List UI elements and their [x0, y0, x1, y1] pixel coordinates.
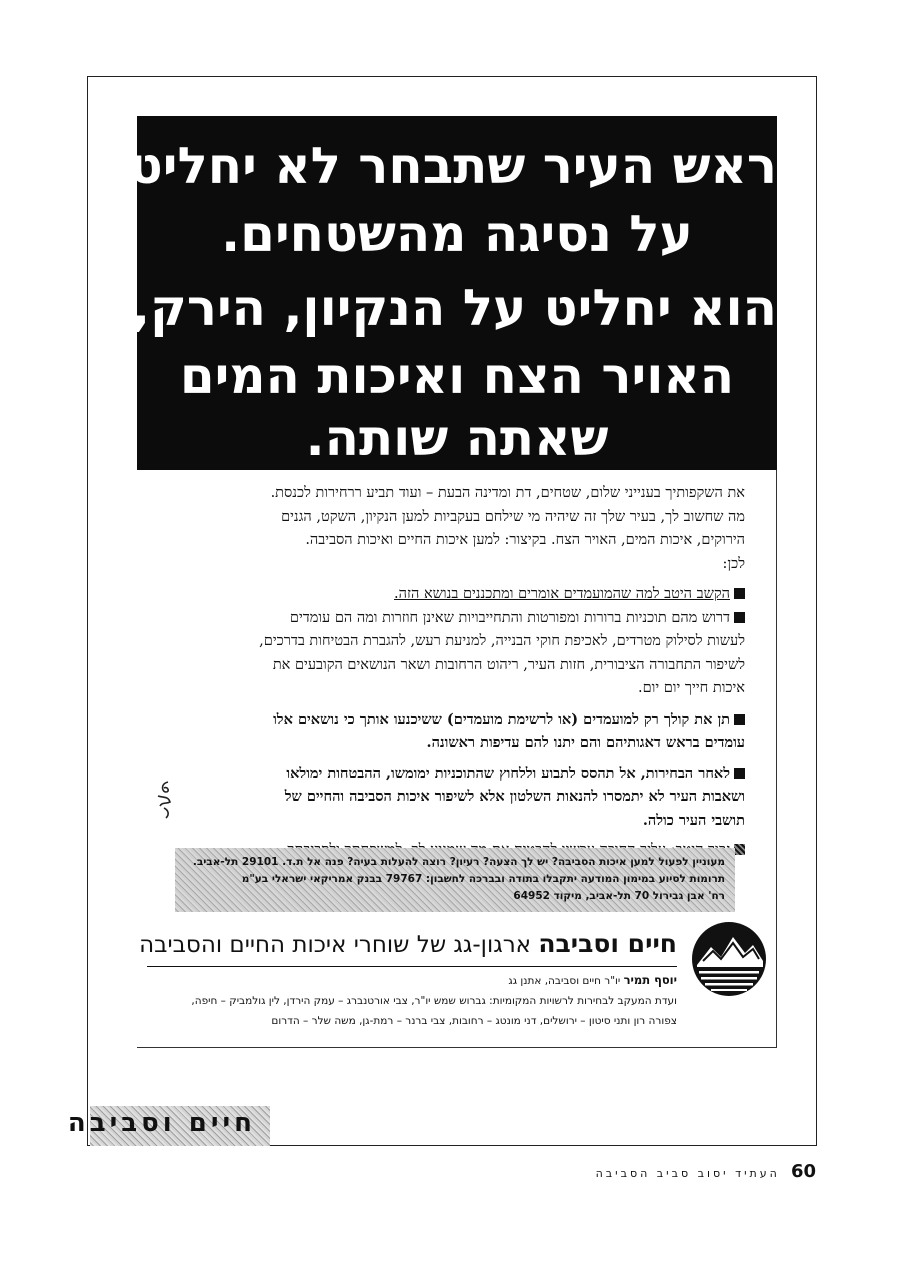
organization-title: חיים וסביבה ארגון-גג של שוחרי איכות החיים והסביבה [139, 929, 677, 958]
bullet-item-vote: תן את קולך רק למועמדים (או לרשימת מועמדים) ששיכנעו אותך כי נושאים אלו [167, 708, 745, 732]
committee-line-1: ועדת המעקב לבחירות לרשויות המקומיות: גברוש שמש יו"ר, צבי אורטנברג – עמק הירדן, לין גולמביק – חיפה, [191, 995, 677, 1007]
bullet-continuation: איכות חייך יום יום. [637, 680, 745, 696]
committee-line-2: צפורה רון ותני סיטון – ירושלים, דני מונטג – רחובות, צבי ברנר – רמת-גן, משה שלר – הדרום [271, 1015, 677, 1027]
donation-line: מעוניין לפעול למען איכות הסביבה? יש לך הצעה? רעיון? רוצה להעלות בעיה? פנה אל ת.ד. 29101 תל-אביב. [192, 856, 725, 868]
footer-logo: חיים וסביבה [90, 1106, 270, 1146]
bullet-item-listen: הקשב היטב למה שהמועמדים אומרים ומתכננים בנושא הזה. [167, 583, 745, 607]
square-bullet-icon [734, 714, 745, 725]
donation-box [175, 848, 735, 912]
bullet-continuation: ושאבות העיר לא יתמסרו להנאות השלטון אלא לשיפור איכות הסביבה והחיים של [284, 788, 745, 805]
handwritten-signature-icon [150, 778, 178, 820]
bullet-continuation: לעשות לסילוק מטרדים, לאכיפת חוקי הבנייה, למניעת רעש, להגברת הבטיחות בדרכים, [259, 633, 745, 649]
intro-line: הירוקים, איכות המים, האויר הצח. בקיצור: למען איכות החיים ואיכות הסביבה. [305, 532, 745, 548]
page-footer [596, 1161, 816, 1182]
headline-line-4: האויר הצח ואיכות המים [179, 347, 735, 405]
advertisement [128, 116, 777, 1048]
intro-line: מה שחשוב לך, בעיר שלך זה שיהיה מי שילחם בעקביות למען הנקיון, השקט, הגנים [281, 508, 745, 525]
square-bullet-icon [734, 844, 745, 855]
divider [147, 966, 677, 967]
square-bullet-icon [734, 612, 745, 623]
mountain-sun-logo-icon [691, 921, 767, 997]
bullet-item-after-elections: לאחר הבחירות, אל תהסס לתבוע וללחוץ שהתוכניות ימומשו, ההבטחות ימולאו [167, 762, 745, 786]
square-bullet-icon [734, 768, 745, 779]
headline-line-1: ראש העיר שתבחר לא יחליט [128, 137, 777, 195]
headline-line-5: שאתה שותה. [305, 409, 609, 467]
organization-block [139, 921, 767, 1036]
body-text [167, 482, 745, 863]
bullet-continuation: לשיפור התחבורה הציבורית, חזות העיר, ריהוט הרחובות ושאר הנושאים הקובעים את [272, 656, 745, 673]
donation-line: רח' אבן גבירול 70 תל-אביב, מיקוד 64952 [513, 890, 725, 902]
headline-line-2: על נסיגה מהשטחים. [221, 205, 693, 263]
intro-line: את השקפותיך בענייני שלום, שטחים, דת ומדינה הבעת – ועוד תביע ררחירות לכנסת. [270, 485, 745, 501]
bullet-continuation: עומדים בראש דאגותיהם והם יתנו להם עדיפות ראשונה. [426, 734, 745, 751]
bullet-continuation: תושבי העיר כולה. [642, 811, 745, 829]
page-number: 60 [790, 1161, 816, 1182]
headline-block [128, 116, 777, 470]
donation-line: תרומות לסיוע במימון המודעה יתקבלו בתודה ובברכה לחשבון: 79767 בבנק אמריקאי ישראלי בע"מ [241, 873, 725, 885]
square-bullet-icon [734, 588, 745, 599]
lachen-label: לכן: [722, 555, 745, 572]
bullet-item-demand: דרוש מהם תוכניות ברורות ומפורטות והתחייבויות שאינן חוזרות ומה הם עומדים [167, 607, 745, 631]
headline-line-3: הוא יחליט על הנקיון, הירק, [131, 279, 777, 337]
running-title: העתיד יסוב סביב הסביבה [595, 1167, 780, 1180]
chairman-line: יוסף תמיר יו"ר חיים וסביבה, אתנן גג [508, 973, 677, 987]
